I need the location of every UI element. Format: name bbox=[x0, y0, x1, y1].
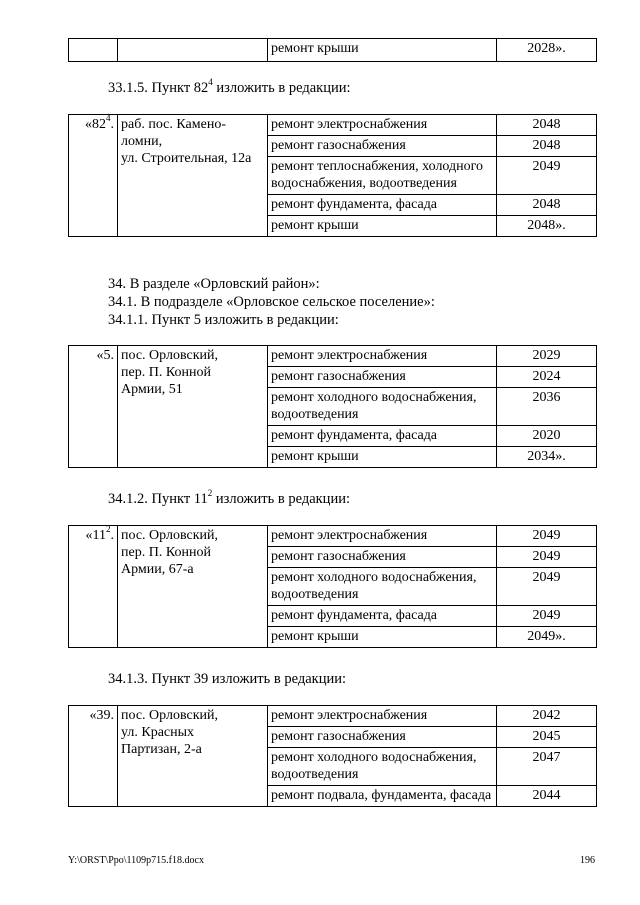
num-cell: «$11^2$. bbox=[69, 526, 118, 648]
num-cell: «$82^4$. bbox=[69, 115, 118, 237]
work-cell: ремонт крыши bbox=[268, 627, 497, 648]
para-34-1-3: 34.1.3. Пункт 39 изложить в редакции: bbox=[108, 671, 347, 687]
table-row bbox=[69, 346, 597, 367]
top-continuation-table bbox=[68, 38, 597, 62]
num-cell bbox=[69, 39, 118, 62]
year-cell: 2020 bbox=[497, 426, 597, 447]
year-cell: 2048 bbox=[497, 115, 597, 136]
table-item-11-2 bbox=[68, 525, 597, 648]
year-cell: 2048». bbox=[497, 216, 597, 237]
year-cell: 2029 bbox=[497, 346, 597, 367]
footer-file-path: Y:\ORST\Ppo\1109p715.f18.docx bbox=[68, 855, 204, 866]
year-cell: 2049 bbox=[497, 606, 597, 627]
address-cell: пос. Орловский, ул. Красных Партизан, 2-а bbox=[118, 706, 268, 807]
table-row bbox=[69, 526, 597, 547]
year-cell: 2049». bbox=[497, 627, 597, 648]
year-cell: 2049 bbox=[497, 526, 597, 547]
year-cell: 2049 bbox=[497, 157, 597, 195]
work-cell: ремонт электроснабжения bbox=[268, 526, 497, 547]
work-cell: ремонт фундамента, фасада bbox=[268, 426, 497, 447]
work-cell: ремонт электроснабжения bbox=[268, 346, 497, 367]
para-text: изложить в редакции: bbox=[212, 491, 350, 507]
year-cell: 2045 bbox=[497, 727, 597, 748]
address-cell bbox=[118, 39, 268, 62]
para-34-1-2 bbox=[108, 490, 350, 508]
year-cell: 2049 bbox=[497, 568, 597, 606]
footer-page-number: 196 bbox=[580, 855, 595, 866]
para-text: 33.1.5. Пункт 82 bbox=[108, 80, 209, 96]
work-cell: ремонт электроснабжения bbox=[268, 115, 497, 136]
table-row bbox=[69, 39, 597, 62]
work-cell: ремонт крыши bbox=[268, 216, 497, 237]
superscript: 4 bbox=[208, 77, 213, 88]
address-cell: пос. Орловский, пер. П. Конной Армии, 51 bbox=[118, 346, 268, 468]
table-item-82-4 bbox=[68, 114, 597, 237]
year-cell: 2028». bbox=[497, 39, 597, 62]
year-cell: 2047 bbox=[497, 748, 597, 786]
work-cell: ремонт электроснабжения bbox=[268, 706, 497, 727]
num-cell: «39. bbox=[69, 706, 118, 807]
work-cell: ремонт теплоснабжения, холодного водоснабжения, водоотведения bbox=[268, 157, 497, 195]
year-cell: 2042 bbox=[497, 706, 597, 727]
section-34-1-heading: 34.1. В подразделе «Орловское сельское поселение»: bbox=[108, 294, 435, 310]
work-cell: ремонт холодного водоснабжения, водоотведения bbox=[268, 388, 497, 426]
para-33-1-5 bbox=[108, 79, 351, 97]
work-cell: ремонт фундамента, фасада bbox=[268, 195, 497, 216]
table-row bbox=[69, 115, 597, 136]
year-cell: 2036 bbox=[497, 388, 597, 426]
work-cell: ремонт газоснабжения bbox=[268, 727, 497, 748]
work-cell: ремонт крыши bbox=[268, 39, 497, 62]
table-item-5 bbox=[68, 345, 597, 468]
para-text: 34.1.2. Пункт 11 bbox=[108, 491, 208, 507]
work-cell: ремонт газоснабжения bbox=[268, 136, 497, 157]
year-cell: 2024 bbox=[497, 367, 597, 388]
year-cell: 2044 bbox=[497, 786, 597, 807]
work-cell: ремонт фундамента, фасада bbox=[268, 606, 497, 627]
address-cell: раб. пос. Камено- ломни, ул. Строительная, 12а bbox=[118, 115, 268, 237]
table-item-39 bbox=[68, 705, 597, 807]
year-cell: 2034». bbox=[497, 447, 597, 468]
work-cell: ремонт холодного водоснабжения, водоотведения bbox=[268, 568, 497, 606]
work-cell: ремонт крыши bbox=[268, 447, 497, 468]
section-34-heading: 34. В разделе «Орловский район»: bbox=[108, 276, 320, 292]
work-cell: ремонт газоснабжения bbox=[268, 367, 497, 388]
work-cell: ремонт газоснабжения bbox=[268, 547, 497, 568]
year-cell: 2048 bbox=[497, 195, 597, 216]
table-row bbox=[69, 706, 597, 727]
work-cell: ремонт подвала, фундамента, фасада bbox=[268, 786, 497, 807]
work-cell: ремонт холодного водоснабжения, водоотведения bbox=[268, 748, 497, 786]
year-cell: 2048 bbox=[497, 136, 597, 157]
superscript: 2 bbox=[207, 488, 213, 499]
para-34-1-1: 34.1.1. Пункт 5 изложить в редакции: bbox=[108, 312, 339, 328]
para-text: изложить в редакции: bbox=[212, 80, 351, 96]
address-cell: пос. Орловский, пер. П. Конной Армии, 67-а bbox=[118, 526, 268, 648]
num-cell: «5. bbox=[69, 346, 118, 468]
year-cell: 2049 bbox=[497, 547, 597, 568]
